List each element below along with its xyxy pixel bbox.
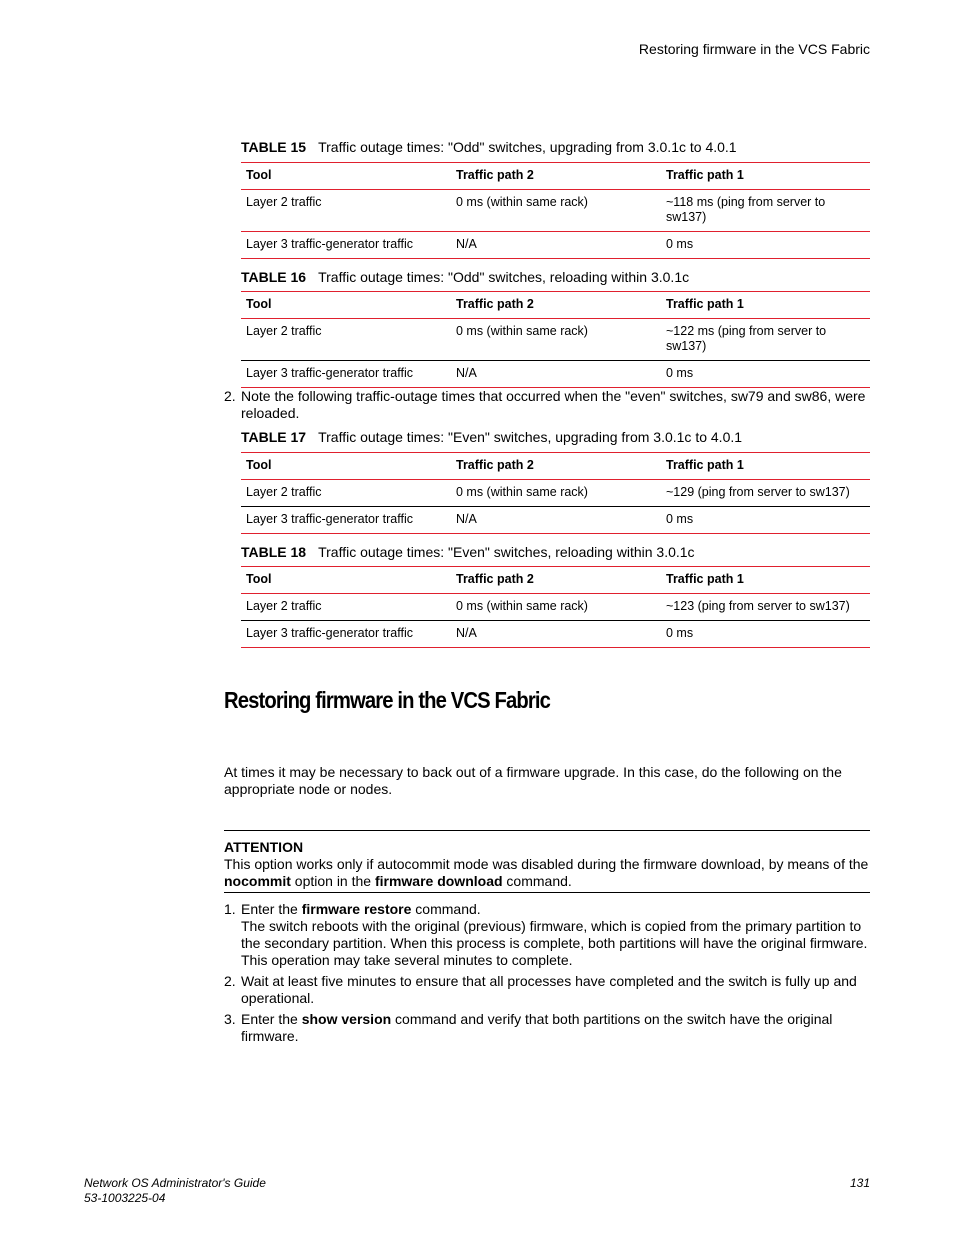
table-row [241, 319, 870, 361]
step-text-part: command. [411, 901, 481, 917]
table-cell: 0 ms (within same rack) [451, 319, 661, 361]
table-cell: N/A [451, 232, 661, 259]
step-number: 3. [224, 1011, 236, 1027]
table-cell: ~129 (ping from server to sw137) [661, 480, 870, 507]
procedure-step-2 [224, 973, 870, 1007]
table-row [241, 621, 870, 648]
outage-table [241, 162, 870, 259]
table-row [241, 361, 870, 388]
table-title: Traffic outage times: "Odd" switches, reloading within 3.0.1c [318, 269, 690, 285]
table-cell: Layer 2 traffic [241, 480, 451, 507]
table-18-block [241, 542, 870, 648]
attention-text-part: This option works only if autocommit mode was disabled during the firmware download, by means of the [224, 856, 869, 872]
table-cell: Layer 3 traffic-generator traffic [241, 361, 451, 388]
attention-label: ATTENTION [224, 839, 304, 855]
table-header-row [241, 567, 870, 594]
table-row [241, 507, 870, 534]
step-number: 2. [224, 973, 236, 989]
table-cell: 0 ms (within same rack) [451, 480, 661, 507]
attention-text [224, 856, 870, 890]
table-cell: N/A [451, 507, 661, 534]
column-header: Tool [241, 567, 451, 594]
table-cell: Layer 3 traffic-generator traffic [241, 232, 451, 259]
table-number: TABLE 17 [241, 429, 307, 445]
table-caption [241, 427, 870, 447]
table-row [241, 190, 870, 232]
table-cell: Layer 2 traffic [241, 190, 451, 232]
column-header: Traffic path 2 [451, 453, 661, 480]
table-title: Traffic outage times: "Odd" switches, upgrading from 3.0.1c to 4.0.1 [318, 139, 737, 155]
column-header: Traffic path 1 [661, 292, 870, 319]
table-caption [241, 137, 870, 157]
table-cell: 0 ms (within same rack) [451, 190, 661, 232]
column-header: Traffic path 2 [451, 292, 661, 319]
document-number: 53-1003225-04 [84, 1191, 166, 1205]
table-caption [241, 542, 870, 562]
procedure-step-3 [224, 1011, 870, 1045]
firmware-download-command: firmware download [374, 873, 503, 889]
table-row [241, 480, 870, 507]
step-text-part: Enter the [241, 901, 302, 917]
column-header: Tool [241, 453, 451, 480]
outage-table [241, 452, 870, 534]
step-text-part: command and verify that both partitions on the switch have the original firmware. [241, 1011, 833, 1044]
firmware-restore-command: firmware restore [301, 901, 412, 917]
table-16-block [241, 267, 870, 388]
column-header: Traffic path 1 [661, 567, 870, 594]
column-header: Traffic path 2 [451, 567, 661, 594]
table-cell: Layer 2 traffic [241, 319, 451, 361]
table-caption [241, 267, 870, 287]
attention-box [224, 830, 870, 893]
table-cell: Layer 3 traffic-generator traffic [241, 507, 451, 534]
outage-table [241, 291, 870, 388]
column-header: Tool [241, 292, 451, 319]
table-cell: ~122 ms (ping from server to sw137) [661, 319, 870, 361]
step-text: Note the following traffic-outage times that occurred when the "even" switches, sw79 and sw86, were reloaded. [241, 388, 866, 421]
table-header-row [241, 292, 870, 319]
outage-table [241, 566, 870, 648]
step-text-part: Enter the [241, 1011, 302, 1027]
step-text [241, 901, 870, 969]
table-cell: N/A [451, 361, 661, 388]
table-cell: 0 ms [661, 361, 870, 388]
procedure-step-1 [224, 901, 870, 969]
step-number: 2. [224, 388, 236, 404]
show-version-command: show version [301, 1011, 392, 1027]
column-header: Tool [241, 163, 451, 190]
guide-title: Network OS Administrator's Guide [84, 1176, 266, 1190]
column-header: Traffic path 2 [451, 163, 661, 190]
table-header-row [241, 163, 870, 190]
table-17-block [241, 427, 870, 534]
table-row [241, 594, 870, 621]
column-header: Traffic path 1 [661, 453, 870, 480]
section-heading: Restoring firmware in the VCS Fabric [224, 687, 550, 713]
table-title: Traffic outage times: "Even" switches, reloading within 3.0.1c [318, 544, 695, 560]
nocommit-option: nocommit [224, 873, 291, 889]
page-number: 131 [849, 1176, 870, 1190]
table-cell: ~123 (ping from server to sw137) [661, 594, 870, 621]
table-15-block [241, 137, 870, 259]
step-number: 1. [224, 901, 236, 917]
table-number: TABLE 18 [241, 544, 307, 560]
table-cell: 0 ms [661, 232, 870, 259]
footer-left [84, 1176, 266, 1206]
table-number: TABLE 15 [241, 139, 307, 155]
table-cell: 0 ms [661, 507, 870, 534]
intro-paragraph: At times it may be necessary to back out of a firmware upgrade. In this case, do the following on the appropriate node or nodes. [224, 764, 842, 797]
table-title: Traffic outage times: "Even" switches, upgrading from 3.0.1c to 4.0.1 [318, 429, 743, 445]
table-header-row [241, 453, 870, 480]
table-row [241, 232, 870, 259]
table-number: TABLE 16 [241, 269, 307, 285]
table-cell: N/A [451, 621, 661, 648]
attention-text-part: option in the [290, 873, 375, 889]
table-cell: ~118 ms (ping from server to sw137) [661, 190, 870, 232]
step-text [241, 1011, 870, 1045]
step-text: Wait at least five minutes to ensure that all processes have completed and the switch is fully up and operational. [241, 973, 857, 1006]
step-detail: The switch reboots with the original (previous) firmware, which is copied from the primary partition to the secondary partition. When this process is complete, both partitions will have the original firmware. This operation may take several minutes to complete. [241, 918, 868, 968]
table-cell: 0 ms (within same rack) [451, 594, 661, 621]
table-cell: Layer 2 traffic [241, 594, 451, 621]
step-note [224, 388, 870, 422]
column-header: Traffic path 1 [661, 163, 870, 190]
table-cell: Layer 3 traffic-generator traffic [241, 621, 451, 648]
running-header: Restoring firmware in the VCS Fabric [638, 41, 870, 57]
attention-text-part: command. [502, 873, 572, 889]
table-cell: 0 ms [661, 621, 870, 648]
